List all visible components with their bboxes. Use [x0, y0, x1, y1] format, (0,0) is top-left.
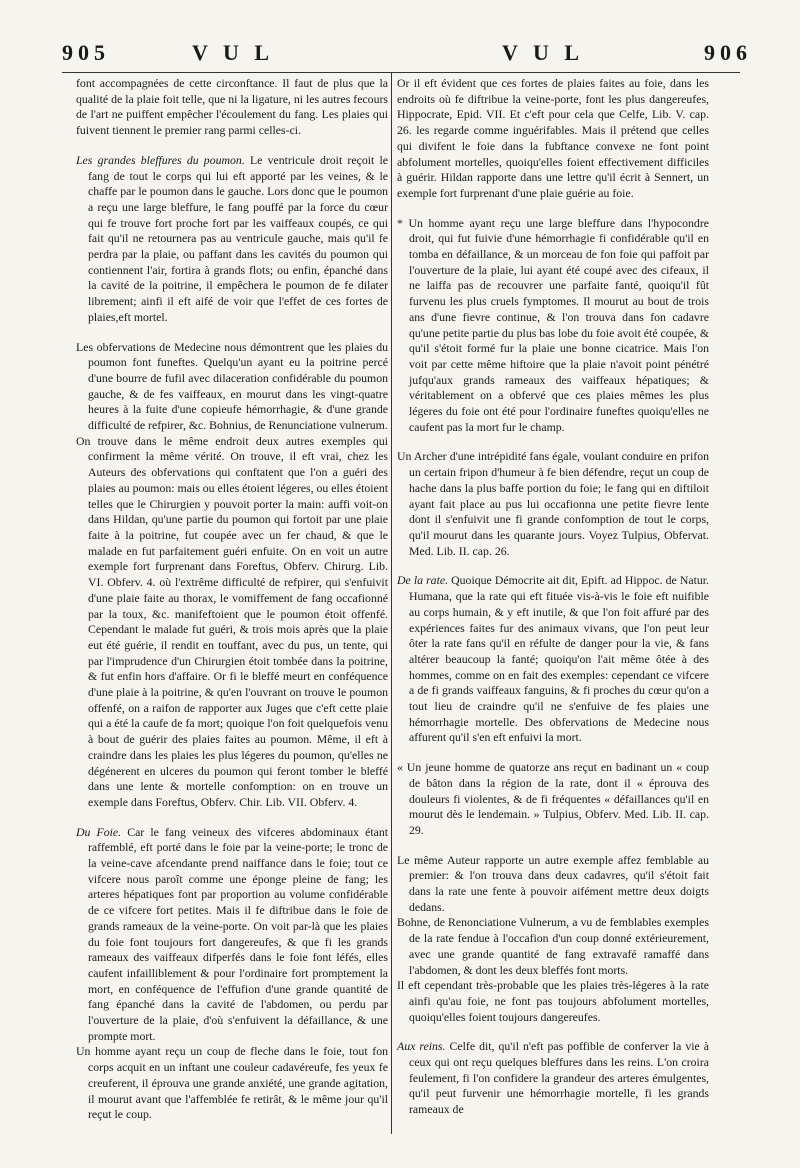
paragraph: [397, 573, 709, 746]
paragraph: [397, 1039, 709, 1118]
paragraph-text: Les obfervations de Medecine nous démontrent que les plaies du poumon font funeftes. Quelqu'un ayant eu la poitrine percé d'une bourre de fufil avec dilaceration confidérable du poumon gauche, & de fes vaiffeaux, en mourut dans les vingt-quatre heures à la fuite d'une copieufe hémorrhagie, & d'une grande difficulté de refpirer, &c. Bohnius, de Renunciatione vulnerum.: [76, 339, 388, 433]
running-header: [0, 40, 800, 70]
paragraph: [397, 760, 709, 839]
paragraph-text: Celfe dit, qu'il n'eft pas poffible de conferver la vie à ceux qui ont reçu quelques bleffures dans les reins. L'on croira feulement, fi l'on confidere la grandeur des arteres émulgentes, qu'il peut furvenir une hémorrhagie mortelle, fi les grands rameaux de: [409, 1039, 709, 1117]
paragraph-text: Un Archer d'une intrépidité fans égale, voulant conduire en prifon un certain fripon d'humeur à fe bien défendre, reçut un coup de hache dans la plus baffe portion du foie; le fang qui en diftiloit ayant fait place au pus lui occafionna une petite fievre lente dont il s'enfuivit une fi grande confomption de tout le corps, qu'il mourut dans les quarante jours. Voyez Tulpius, Obfervat. Med. Lib. II. cap. 26.: [397, 449, 709, 558]
paragraph: [397, 853, 709, 916]
paragraph-lead: De la rate.: [397, 573, 449, 588]
paragraph-text: Quoique Démocrite ait dit, Epift. ad Hippoc. de Natur. Humana, que la rate qui eft fituée vis-à-vis le foie eft nuifible au corps humain, & y eft inutile, & que l'on foit affuré par des expériences faites fur des animaux vivans, que l'on peut leur ôter la rate fans qu'il en réfulte de danger pour la vie, & fans altérer beaucoup la fanté; quoiqu'on l'ait même ôtée à des hommes, comme on en fait des exemples: cependant ce vifcere a de fi grands vaiffeaux fanguins, & fi proches du cœur qu'on a tout lieu de craindre qu'il ne s'enfuive de fes plaies une hémorrhagie mortelle. Des obfervations de Medecine nous affurent qu'il s'en eft enfuivi la mort.: [409, 573, 709, 745]
paragraph-text: Or il eft évident que ces fortes de plaies faites au foie, dans les endroits où fe diftribue la veine-porte, font les plus dangereufes, Hippocrate, Epid. VII. Et c'eft pour cela que Celfe, Lib. V. cap. 26. les regarde comme inguérifables. Mais il prétend que celles qui divifent le foie dans la fubftance convexe ne font point abfolument mortelles, quoiqu'elles foient effectivement difficiles à guérir. Hildan rapporte dans une lettre qu'il écrit à Sennert, un exemple fort furprenant d'une plaie guérie au foie.: [397, 76, 709, 200]
running-title-left: V U L: [192, 40, 275, 65]
paragraph: [76, 340, 388, 434]
paragraph-lead: Les grandes bleffures du poumon.: [76, 152, 245, 167]
page-number-right: 906: [704, 40, 752, 65]
paragraph: [397, 978, 709, 1025]
left-column: [76, 76, 388, 1137]
paragraph-text: Il eft cependant très-probable que les plaies très-légeres à la rate ainfi qu'au foie, ne font pas toujours abfolument mortelles, quoiqu'elles foient toujours dangereufes.: [397, 978, 709, 1024]
running-title-right: V U L: [502, 40, 585, 65]
paragraph: [76, 825, 388, 1045]
paragraph-text: On trouve dans le même endroit deux autres exemples qui confirment la même vérité. On trouve, il eft vrai, chez les Auteurs des obfervations qui conftatent que l'on a guéri des plaies au poumon: mais ou elles étoient légeres, ou elles étoient telles que le Chirurgien y pouvoit porter la main: auffi voit-on dans Hildan, qu'une partie du poumon qui fortoit par une plaie faite à la poitrine, fut coupée avec un fer chaud, & que le malade en fut parfaitement guéri enfuite. On en voit un autre exemple fort furprenant dans Foreftus, Obferv. Chirurg. Lib. VI. Obferv. 4. où l'extrême difficulté de refpirer, qui s'enfuivit d'une plaie faite au thorax, le vomiffement de fang occafionné par la toux, &c. manifeftoient que le poumon étoit offenfé. Cependant le malade fut guéri, & trois mois après que la plaie eut été guérie, il rendit en touffant, avec du pus, un tente, qui par l'imprudence d'un Chirurgien étoit tombée dans la poitrine, & fut enfin hors d'affaire. Or fi le bleffé meurt en conféquence d'une plaie à la poitrine, & qu'en l'ouvrant on trouve le poumon offenfé, on a raifon de rapporter aux Juges que c'eft cette plaie qui a été la caufe de fa mort; quoique l'on foit quelquefois venu à bout de guérir des plaies faites au poumon. Même, il eft à craindre dans les plaies les plus légeres du poumon, qu'elles ne dégénerent en ulceres du poumon qui feront tomber le bleffé dans une lente & mortelle confomption: on en trouve un exemple dans Foreftus, Obferv. Chir. Lib. VII. Obferv. 4.: [76, 433, 388, 809]
column-divider: [391, 72, 392, 1134]
paragraph-text: Le ventricule droit reçoit le fang de tout le corps qui lui eft apporté par les veines, & le chaffe par le poumon dans le gauche. Lors donc que le poumon a reçu une large bleffure, le fang pouffé par la force du cœur qui fe trouve fort proche fort par les vaiffeaux coupés, ce qui fait qu'il ne retournera pas au ventricule gauche, mais qu'il fe perdra par la plaie, ou paffant dans les cavités du poumon qui contiennent l'air, fortira à grands flots; ou enfin, épanché dans la cavité de la poitrine, il empêchera le poumon de fe dilater librement; ainfi il eft aifé de voir que l'effet de ces fortes de plaies,eft mortel.: [88, 152, 388, 324]
paragraph: [397, 915, 709, 978]
paragraph-text: « Un jeune homme de quatorze ans reçut en badinant un « coup de bâton dans la région de la rate, dont il « éprouva des douleurs fi violentes, & de fi fréquentes « défaillances qu'il en mourut dès le lendemain. » Tulpius, Obferv. Med. Lib. II. cap. 29.: [397, 760, 709, 837]
paragraph-text: Le même Auteur rapporte un autre exemple affez femblable au premier: & l'on trouva dans deux cadavres, qu'il s'étoit fait dans la rate une fente à pouvoir aifément mettre deux doigts dedans.: [397, 852, 709, 914]
paragraph: [76, 153, 388, 326]
paragraph: [397, 76, 709, 202]
paragraph: [76, 1044, 388, 1123]
header-rule: [62, 72, 740, 73]
paragraph-text: Car le fang veineux des vifceres abdominaux étant raffemblé, eft porté dans le foie par la veine-porte; le tronc de la veine-cave afcendante prend naiffance dans le foie; tout ce vifcere nous paroît comme une éponge pleine de fang; les arteres hépatiques font par proportion au volume confidérable de ce vifcere fort petites. Mais il fe diftribue dans le foie de grands rameaux de la veine-porte. On voit par-là que les plaies du foie font toujours fort dangereufes, & que fi les grands rameaux des vaiffeaux difperfés dans le foie font léfés, elles caufent infailliblement & pour l'ordinaire fort promptement la mort, en conféquence de l'effufion d'une grande quantité de fang épanché dans la cavité de l'abdomen, ou perdu par l'ouverture de la plaie, d'où s'enfuivent la défaillance, & une prompte mort.: [88, 824, 389, 1043]
paragraph: [397, 449, 709, 559]
paragraph: [76, 76, 388, 139]
right-column: [397, 76, 709, 1118]
paragraph-text: Bohne, de Renonciatione Vulnerum, a vu de femblables exemples de la rate fendue à l'occafion d'un coup donné extérieurement, avec une grande quantité de fang extravafé ramaffé dans l'abdomen, & dont les deux bleffés font morts.: [397, 915, 709, 977]
paragraph: [397, 216, 709, 436]
paragraph-text: Un homme ayant reçu un coup de fleche dans le foie, tout fon corps acquit en un inftant une couleur cadavéreufe, fes yeux fe creuferent, il éprouva une grande anxiété, une grande agitation, il mourut avant que l'affemblée fe retirât, & le même jour qu'il reçut le coup.: [76, 1044, 388, 1122]
paragraph-lead: Du Foie.: [76, 824, 122, 839]
paragraph-lead: Aux reins.: [397, 1039, 446, 1054]
paragraph-text: * Un homme ayant reçu une large bleffure dans l'hypocondre droit, qui fut fuivie d'une hémorrhagie fi confidérable qu'il en tomba en défaillance, & un morceau de fon foie qui paffoit par l'ouverture de la plaie, lui ayant été coupé avec des cifeaux, il ne laiffa pas de recouvrer une parfaite fanté, quoiqu'il fût furvenu les plus cruels fymptomes. Il mourut au bout de trois ans d'une fievre continue, & l'on trouva dans fon cadavre qu'une petite partie du plus bas lobe du foie avoit été coupée, & qu'il s'étoit formé fur la plaie une bonne cicatrice. Mais l'on voit par cette même hiftoire que la plaie n'avoit point pénétré jufqu'aux grands rameaux des vaiffeaux hépatiques; & véritablement on a obfervé que ces plaies mêmes les plus légeres du foie ont été pour l'ordinaire funeftes quoiqu'elles ne caufent pas la mort fur le champ.: [397, 215, 709, 434]
page-number-left: 905: [62, 40, 110, 65]
paragraph-text: font accompagnées de cette circonftance. Il faut de plus que la qualité de la plaie foit telle, que ni la ligature, ni les autres fecours de l'art ne puiffent empêcher l'écoulement du fang. Les plaies qui fuivent tiennent le premier rang parmi celles-ci.: [76, 76, 388, 138]
paragraph: [76, 434, 388, 811]
